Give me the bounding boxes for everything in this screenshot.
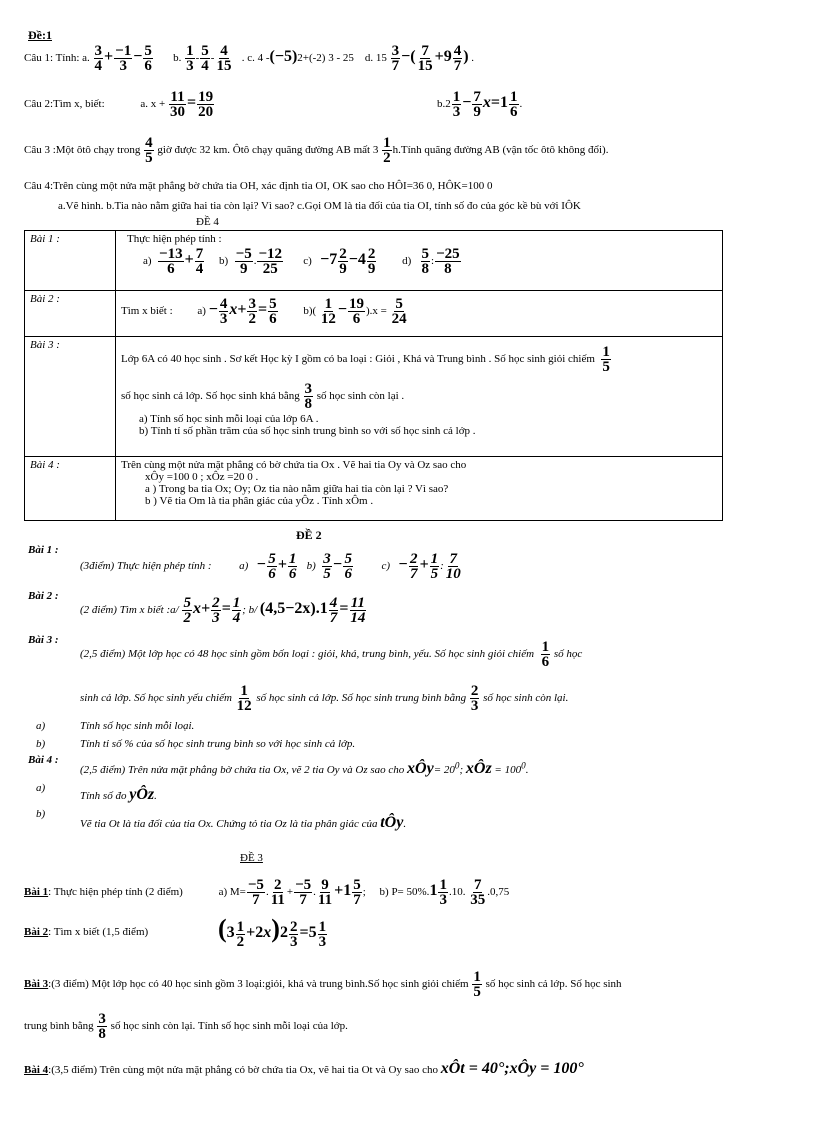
de1-cau4: Câu 4:Trên cùng một nửa mặt phẳng bờ chứa tia OH, xác định tia OI, OK sao cho HÔI=36 0, HÔK=100 0 bbox=[24, 180, 493, 192]
de4-title: ĐỀ 4 bbox=[196, 216, 219, 228]
de2-bai1: (3điểm) Thực hiện phép tính : a) − $\frac{5}{6}$ + $\frac{1}{6}$ b) $\frac{3}{5}$ − $\frac{5}{6}$ c) − $\frac{2}{7}$ + $\frac{1}{5}$ : $\frac{7}{10}$ bbox=[80, 551, 461, 582]
de2-bai2: (2 điểm) Tìm x biết :a/ $\frac{5}{2}$ x+ $\frac{2}{3}$ = $\frac{1}{4}$ ; b/ (4,5−2x).1 $\frac{4}{7}$ = $\frac{11}{14}$ bbox=[80, 595, 366, 626]
de1-cau3: Câu 3 :Một ôtô chạy trong $\frac{4}{5}$ giờ được 32 km. Ôtô chạy quãng đường AB mất 3 $\frac{1}{2}$ h.Tính quãng đường AB (vận tốc ôtô không đổi). bbox=[24, 135, 609, 166]
de3-title: ĐỀ 3 bbox=[240, 852, 263, 864]
de3-bai1: Bài 1: Thực hiện phép tính (2 điểm) a) M= $\frac{-5}{7}$ . $\frac{2}{11}$ + $\frac{-5}{7}$ . $\frac{9}{11}$ +1 $\frac{5}{7}$ ; b) P= 50%.1 $\frac{1}{3}$ .10. $\frac{7}{35}$ .0,75 bbox=[24, 877, 510, 908]
de1-cau2: Câu 2:Tìm x, biết: a. x + $\frac{11}{30}$ = $\frac{19}{20}$ bbox=[24, 89, 214, 120]
de4-bai2: Tìm x biết : a) − $\frac{4}{3}$ x+ $\frac{3}{2}$ = $\frac{5}{6}$ b)( $\frac{1}{12}$ − $\frac{19}{6}$ ).x = $\frac{5}{24}$ bbox=[116, 291, 723, 337]
de4-bai1-label: Bài 1 : bbox=[25, 231, 116, 291]
de4-bai1: Thực hiện phép tính : a) $\frac{-13}{6}$ + $\frac{7}{4}$ b) $\frac{-5}{9}$ . $\frac{-12}{25}$ c) −7 $\frac{2}{9}$ −4 $\frac{2}{9}$ d) $\frac{5}{8}$ : $\frac{-25}{8}$ bbox=[116, 231, 723, 291]
de2-bai4-label: Bài 4 : bbox=[28, 754, 59, 766]
de2-bai3-l2: sinh cả lớp. Số học sinh yếu chiếm $\frac{1}{12}$ số học sinh cả lớp. Số học sinh trung bình bằng $\frac{2}{3}$ số học sinh còn lại. bbox=[80, 683, 569, 714]
de2-bai3-a: Tính số học sinh mỗi loại. bbox=[80, 720, 195, 732]
de4-bai4-label: Bài 4 : bbox=[25, 457, 116, 521]
de3-bai2-text: Bài 2: Tìm x biết (1,5 điểm) bbox=[24, 926, 149, 938]
cau1-label: Câu 1: Tính: a. bbox=[24, 52, 90, 65]
de2-bai3-label: Bài 3 : bbox=[28, 634, 59, 646]
de4-bai3-label: Bài 3 : bbox=[25, 337, 116, 457]
de2-title: ĐỀ 2 bbox=[296, 528, 322, 542]
de2-bai4-b: Vẽ tia Ot là tia đối của tia Ox. Chứng tỏ tia Oz là tia phân giác của tÔy. bbox=[80, 814, 407, 831]
de1-title: Đề:1 bbox=[28, 28, 52, 42]
de4-bai3: Lớp 6A có 40 học sinh . Sơ kết Học kỳ I gồm có ba loại : Giỏi , Khá và Trung bình . Số học sinh giỏi chiếm $\frac{1}{5}$ số học sinh cả lớp. Số học sinh khá bằng $\frac{3}{8}$ số học sinh còn lại . a) Tính số học sinh mỗi loại của lớp 6A . b) Tính tỉ số phần trăm của số học sinh trung bình so với số học sinh cả lớp . bbox=[116, 337, 723, 457]
de2-bai2-label: Bài 2 : bbox=[28, 590, 59, 602]
de2-bai4-a: Tính số đo yÔz. bbox=[80, 786, 157, 803]
de1-cau1: Câu 1: Tính: a. $\frac{3}{4}$ + $\frac{-1}{3}$ − $\frac{5}{6}$ b. $\frac{1}{3}$ - $\frac{5}{4}$ - $\frac{4}{15}$ . c. 4 -(−5)2+(-2) 3 - 25 d. 15 $\frac{3}{7}$ −( $\frac{7}{15}$ +9 $\frac{4}{7}$ ) . bbox=[24, 43, 475, 74]
de2-bai3-l1: (2,5 điểm) Một lớp học có 48 học sinh gồm bốn loại : giỏi, khá, trung bình, yếu. Số học sinh giỏi chiếm $\frac{1}{6}$ số học bbox=[80, 639, 583, 670]
de2-bai1-label: Bài 1 : bbox=[28, 544, 59, 556]
de3-bai4: Bài 4:(3,5 điểm) Trên cùng một nửa mặt phẳng có bờ chứa tia Ox, vẽ hai tia Ot và Oy sao cho xÔt = 40°;xÔy = 100° bbox=[24, 1060, 584, 1077]
de4-bai2-label: Bài 2 : bbox=[25, 291, 116, 337]
de3-bai3-l1: Bài 3:(3 điểm) Một lớp học có 40 học sinh gồm 3 loại:giỏi, khá và trung bình.Số học sinh giỏi chiếm $\frac{1}{5}$ số học sinh cả lớp. Số học sinh bbox=[24, 969, 622, 1000]
de3-bai3-l2: trung bình bằng $\frac{3}{8}$ số học sinh còn lại. Tính số học sinh mỗi loại của lớp. bbox=[24, 1011, 348, 1042]
de2-bai4: (2,5 điểm) Trên nửa mặt phẳng bờ chứa tia Ox, vẽ 2 tia Oy và Oz sao cho xÔy= $20^0$; xÔz = $100^0$. bbox=[80, 760, 529, 777]
de4-bai4: Trên cùng một nửa mặt phẳng có bờ chứa tia Ox . Vẽ hai tia Oy và Oz sao cho xÔy =100 0 ; xÔz =20 0 . a ) Trong ba tia Ox; Oy; Oz tia nào nằm giữa hai tia còn lại ? Vì sao? b ) Vẽ tia Om là tia phân giác của yÔz . Tính xÔm . bbox=[116, 457, 723, 521]
de4-table bbox=[24, 230, 723, 521]
de2-bai3-b: Tính tỉ số % của số học sinh trung bình so với học sinh cả lớp. bbox=[80, 738, 356, 750]
de3-bai2-expr: (3 $\frac{1}{2}$ +2x)2 $\frac{2}{3}$ =5 $\frac{1}{3}$ bbox=[218, 914, 327, 950]
de1-cau4-sub: a.Vẽ hình. b.Tia nào nằm giữa hai tia còn lại? Vì sao? c.Gọi OM là tia đối của tia OI, tính số đo của góc kề bù với IÔK bbox=[58, 200, 581, 212]
de1-cau2b: b.2 $\frac{1}{3}$ − $\frac{7}{9}$ x=1 $\frac{1}{6}$ . bbox=[437, 89, 523, 120]
